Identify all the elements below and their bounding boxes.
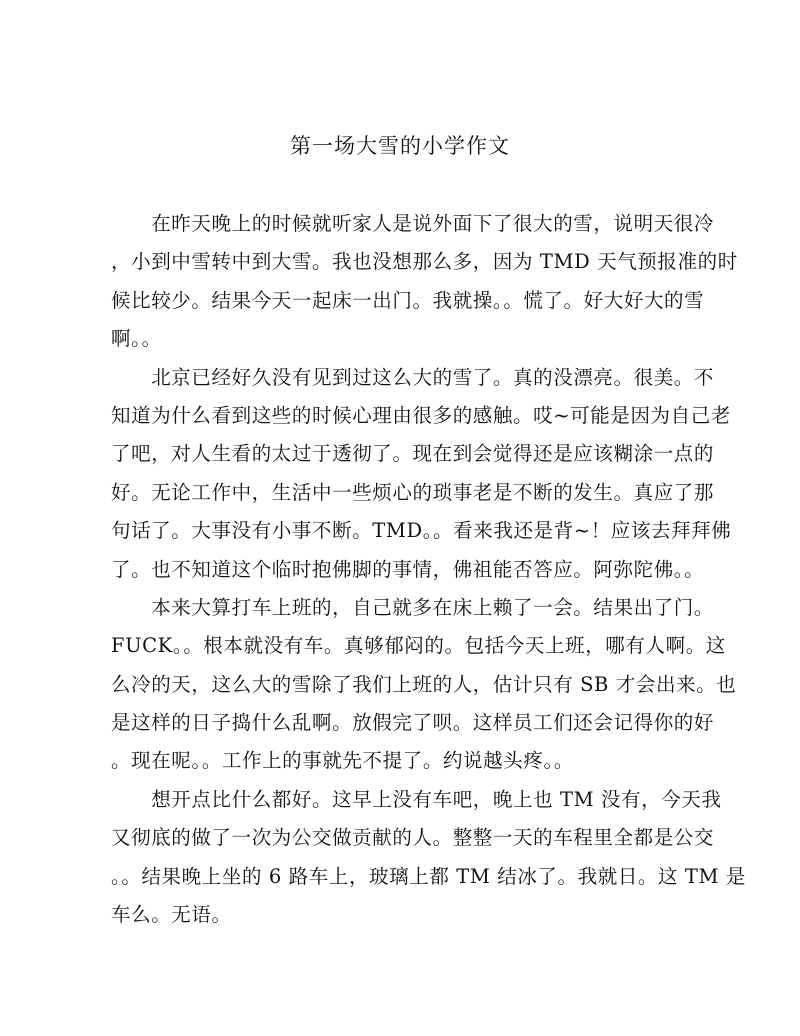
text-line: 么冷的天，这么大的雪除了我们上班的人，估计只有 SB 才会出来。也 [111,672,737,696]
text-line: 本来大算打车上班的，自己就多在床上赖了一会。结果出了门。 [111,595,715,619]
text-line: ，小到中雪转中到大雪。我也没想那么多，因为 TMD 天气预报准的时 [111,250,738,274]
text-line: 车么。无语。 [111,903,232,927]
document-body [111,205,746,934]
text-line: 是这样的日子捣什么乱啊。放假完了呗。这样员工们还会记得你的好 [111,711,715,735]
text-line: 想开点比什么都好。这早上没有车吧，晚上也 TM 没有，今天我 [111,787,722,811]
text-line: 北京已经好久没有见到过这么大的雪了。真的没漂亮。很美。不 [111,365,715,389]
text-line: 啊。。 [111,327,162,351]
text-line: 候比较少。结果今天一起床一出门。我就操。。慌了。好大好大的雪 [111,288,705,312]
text-line: 了。也不知道这个临时抱佛脚的事情，佛祖能否答应。阿弥陀佛。。 [111,557,705,581]
text-line: 知道为什么看到这些的时候心理由很多的感触。哎~可能是因为自己老 [111,403,731,427]
text-line: 。。结果晚上坐的 6 路车上，玻璃上都 TM 结冰了。我就日。这 TM 是 [111,864,746,888]
text-line: 好。无论工作中，生活中一些烦心的琐事老是不断的发生。真应了那 [111,480,715,504]
text-line: 了吧，对人生看的太过于透彻了。现在到会觉得还是应该糊涂一点的 [111,442,715,466]
document-title: 第一场大雪的小学作文 [290,134,510,158]
text-line: 。现在呢。。工作上的事就先不提了。约说越头疼。。 [111,749,574,773]
text-line: 句话了。大事没有小事不断。TMD。。看来我还是背~！应该去拜拜佛 [111,519,732,543]
text-line: FUCK。。根本就没有车。真够郁闷的。包括今天上班，哪有人啊。这 [111,634,726,658]
text-line: 又彻底的做了一次为公交做贡献的人。整整一天的车程里全都是公交 [111,826,715,850]
text-line: 在昨天晚上的时候就听家人是说外面下了很大的雪，说明天很冷 [111,212,715,235]
